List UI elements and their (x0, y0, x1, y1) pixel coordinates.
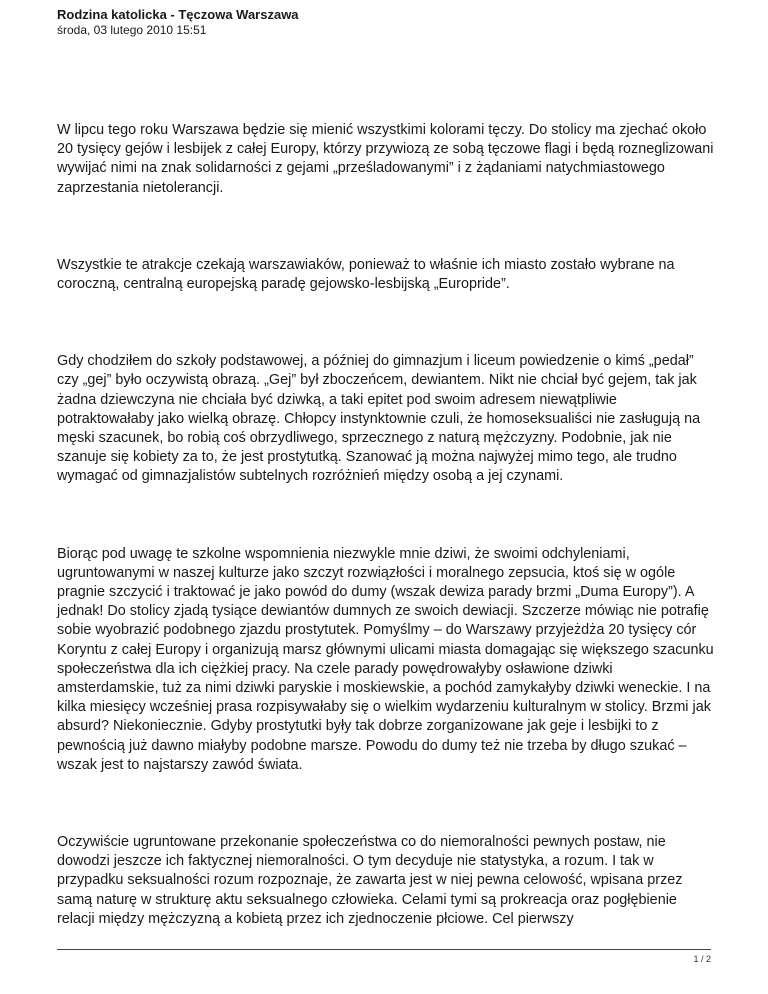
publication-date: środa, 03 lutego 2010 15:51 (57, 23, 207, 37)
article-body (57, 121, 717, 929)
document-title: Rodzina katolicka - Tęczowa Warszawa (57, 7, 299, 22)
article-paragraph: W lipcu tego roku Warszawa będzie się mienić wszystkimi kolorami tęczy. Do stolicy ma zjechać około 20 tysięcy gejów i lesbijek z całej Europy, którzy przywiozą ze sobą tęczowe flagi i będą rozneglizowani wywijać nimi na znak solidarności z gejami „prześladowanymi” i z żądaniami natychmiastowego zaprzestania nietolerancji. (57, 122, 714, 196)
footer-divider (57, 949, 711, 950)
article-paragraph: Oczywiście ugruntowane przekonanie społeczeństwa co do niemoralności pewnych postaw, nie dowodzi jeszcze ich faktycznej niemoralności. O tym decyduje nie statystyka, a rozum. I tak w przypadku seksualności rozum rozpoznaje, że zawarta jest w niej pewna celowość, wpisana przez samą naturę w strukturę aktu seksualnego człowieka. Celami tymi są prokreacja oraz pogłębienie relacji między mężczyzną a kobietą przez ich zjednoczenie płciowe. Cel pierwszy (57, 834, 683, 927)
page-number: 1 / 2 (693, 954, 711, 964)
document-header (57, 7, 717, 38)
article-paragraph: Biorąc pod uwagę te szkolne wspomnienia niezwykle mnie dziwi, że swoimi odchyleniami, ugruntowanymi w naszej kulturze jako szczyt rozwiązłości i moralnego zepsucia, ktoś się w ogóle pragnie szczycić i traktować je jako powód do dumy (wszak dewiza parady brzmi „Duma Europy”). A jednak! Do stolicy zjadą tysiące dewiantów dumnych ze swoich dewiacji. Szczerze mówiąc nie potrafię sobie wyobrazić podobnego zjazdu prostytutek. Pomyślmy – do Warszawy przyjeżdża 20 tysięcy cór Koryntu z całej Europy i organizują marsz głównymi ulicami miasta domagając się większego szacunku społeczeństwa dla ich ciężkiej pracy. Na czele parady powędrowałyby osławione dziwki amsterdamskie, tuż za nimi dziwki paryskie i moskiewskie, a pochód zamykałyby dziwki weneckie. I na kilka miesięcy wcześniej prasa rozpisywałaby się o wielkim wydarzeniu kulturalnym w stolicy. Brzmi jak absurd? Niekoniecznie. Gdyby prostytutki były tak dobrze zorganizowane jak geje i lesbijki to z pewnością już dawno miałyby podobne marsze. Powodu do dumy też nie trzeba by długo szukać – wszak jest to najstarszy zawód świata. (57, 545, 714, 773)
article-paragraph: Gdy chodziłem do szkoły podstawowej, a później do gimnazjum i liceum powiedzenie o kimś „pedał” czy „gej” było oczywistą obrazą. „Gej” był zboczeńcem, dewiantem. Nikt nie chciał być gejem, tak jak żadna dziewczyna nie chciała być dziwką, a taki epitet pod swoim adresem niewątpliwie potraktowałaby jako wielką obrazę. Chłopcy instynktownie czuli, że homoseksualiści nie zasługują na męski szacunek, bo robią coś obrzydliwego, sprzecznego z naturą mężczyzny. Podobnie, jak nie szanuje się kobiety za to, że jest prostytutką. Szanować ją można najwyżej mimo tego, ale trudno wymagać od gimnazjalistów subtelnych rozróżnień między osobą a jej czynami. (57, 353, 701, 485)
article-paragraph: Wszystkie te atrakcje czekają warszawiaków, ponieważ to właśnie ich miasto zostało wybrane na coroczną, centralną europejską paradę gejowsko-lesbijską „Europride”. (57, 256, 675, 293)
